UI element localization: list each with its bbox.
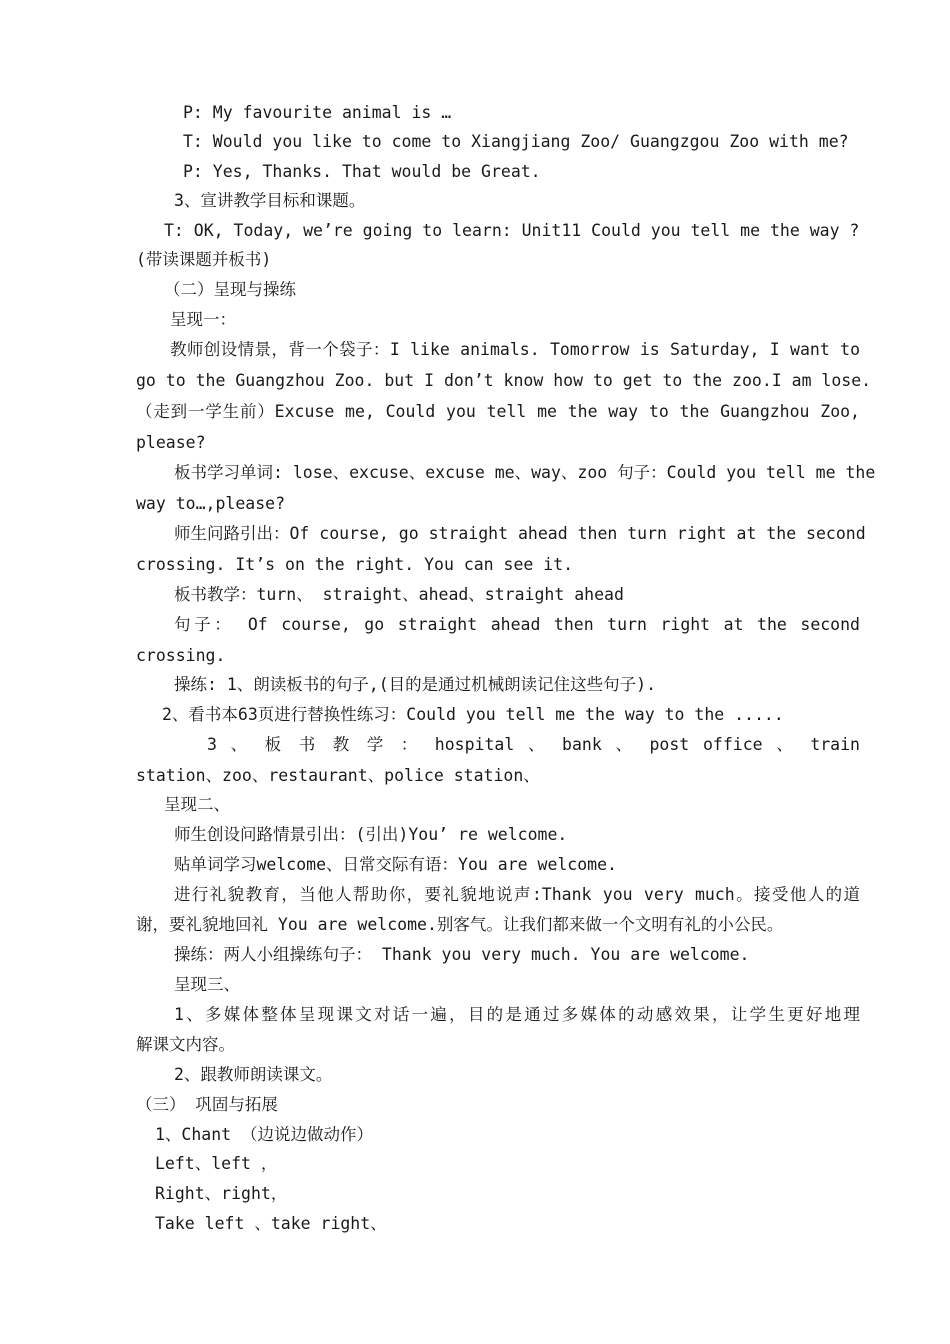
section-heading: （二）呈现与操练: [164, 280, 296, 299]
paragraph-line: （走到一学生前）Excuse me, Could you tell me the way to the Guangzhou Zoo,: [136, 402, 860, 421]
paragraph-line: way to…,please?: [136, 494, 286, 513]
paragraph-line: 2、跟教师朗读课文。: [174, 1065, 333, 1084]
chant-line: Take left 、take right、: [155, 1214, 387, 1233]
dialogue-line: P: Yes, Thanks. That would be Great.: [183, 162, 541, 181]
paragraph-line: 师生问路引出：Of course, go straight ahead then turn right at the second: [174, 524, 866, 543]
sub-heading: 呈现三、: [174, 975, 240, 994]
paragraph-line: crossing. It’s on the right. You can see it.: [136, 555, 574, 574]
paragraph-line: 教师创设情景，背一个袋子：I like animals. Tomorrow is Saturday, I want to: [170, 340, 860, 359]
chant-line: Right、right，: [155, 1184, 288, 1203]
paragraph-line: 师生创设问路情景引出：(引出)You’ re welcome.: [174, 825, 568, 844]
dialogue-line: T: OK, Today, we’re going to learn: Unit11 Could you tell me the way ?: [164, 221, 860, 240]
paragraph-line: crossing.: [136, 646, 226, 665]
paragraph-line: 操练：两人小组操练句子： Thank you very much. You are welcome.: [174, 945, 750, 964]
paragraph-line: please?: [136, 433, 206, 452]
paragraph-line: 贴单词学习welcome、日常交际有语：You are welcome.: [174, 855, 617, 874]
dialogue-line: P: My favourite animal is …: [183, 103, 452, 122]
paragraph-line: station、zoo、restaurant、police station、: [136, 766, 540, 785]
paragraph-line: 板书教学：turn、 straight、ahead、straight ahead: [174, 585, 624, 604]
chant-line: Left、left ，: [155, 1154, 278, 1173]
dialogue-line: T: Would you like to come to Xiangjiang Zoo/ Guangzgou Zoo with me?: [183, 132, 849, 151]
text-line: (带读课题并板书): [136, 250, 272, 269]
step-heading: 3、宣讲教学目标和课题。: [174, 191, 366, 210]
sub-heading: 呈现二、: [164, 795, 230, 814]
paragraph-line: 解课文内容。: [136, 1035, 235, 1054]
paragraph-line: 进行礼貌教育，当他人帮助你，要礼貌地说声:Thank you very much。接受他人的道: [174, 885, 860, 904]
paragraph-line: 板书学习单词: lose、excuse、excuse me、way、zoo 句子：Could you tell me the: [174, 463, 876, 482]
paragraph-line: 3 、 板 书 教 学 ： hospital 、 bank 、 post office 、 train: [207, 735, 860, 754]
paragraph-line: 句子： Of course, go straight ahead then turn right at the second: [174, 615, 860, 634]
section-heading: （三） 巩固与拓展: [136, 1095, 278, 1114]
chant-heading: 1、Chant （边说边做动作）: [155, 1125, 374, 1144]
paragraph-line: 1、多媒体整体呈现课文对话一遍，目的是通过多媒体的动感效果，让学生更好地理: [174, 1005, 860, 1024]
sub-heading: 呈现一：: [170, 310, 236, 329]
paragraph-line: 谢，要礼貌地回礼 You are welcome.别客气。让我们都来做一个文明有礼的小公民。: [136, 915, 784, 934]
paragraph-line: go to the Guangzhou Zoo. but I don’t know how to get to the zoo.I am lose.: [136, 371, 872, 390]
paragraph-line: 操练: 1、朗读板书的句子,(目的是通过机械朗读记住这些句子).: [174, 675, 657, 694]
paragraph-line: 2、看书本63页进行替换性练习：Could you tell me the way to the .....: [162, 705, 784, 724]
